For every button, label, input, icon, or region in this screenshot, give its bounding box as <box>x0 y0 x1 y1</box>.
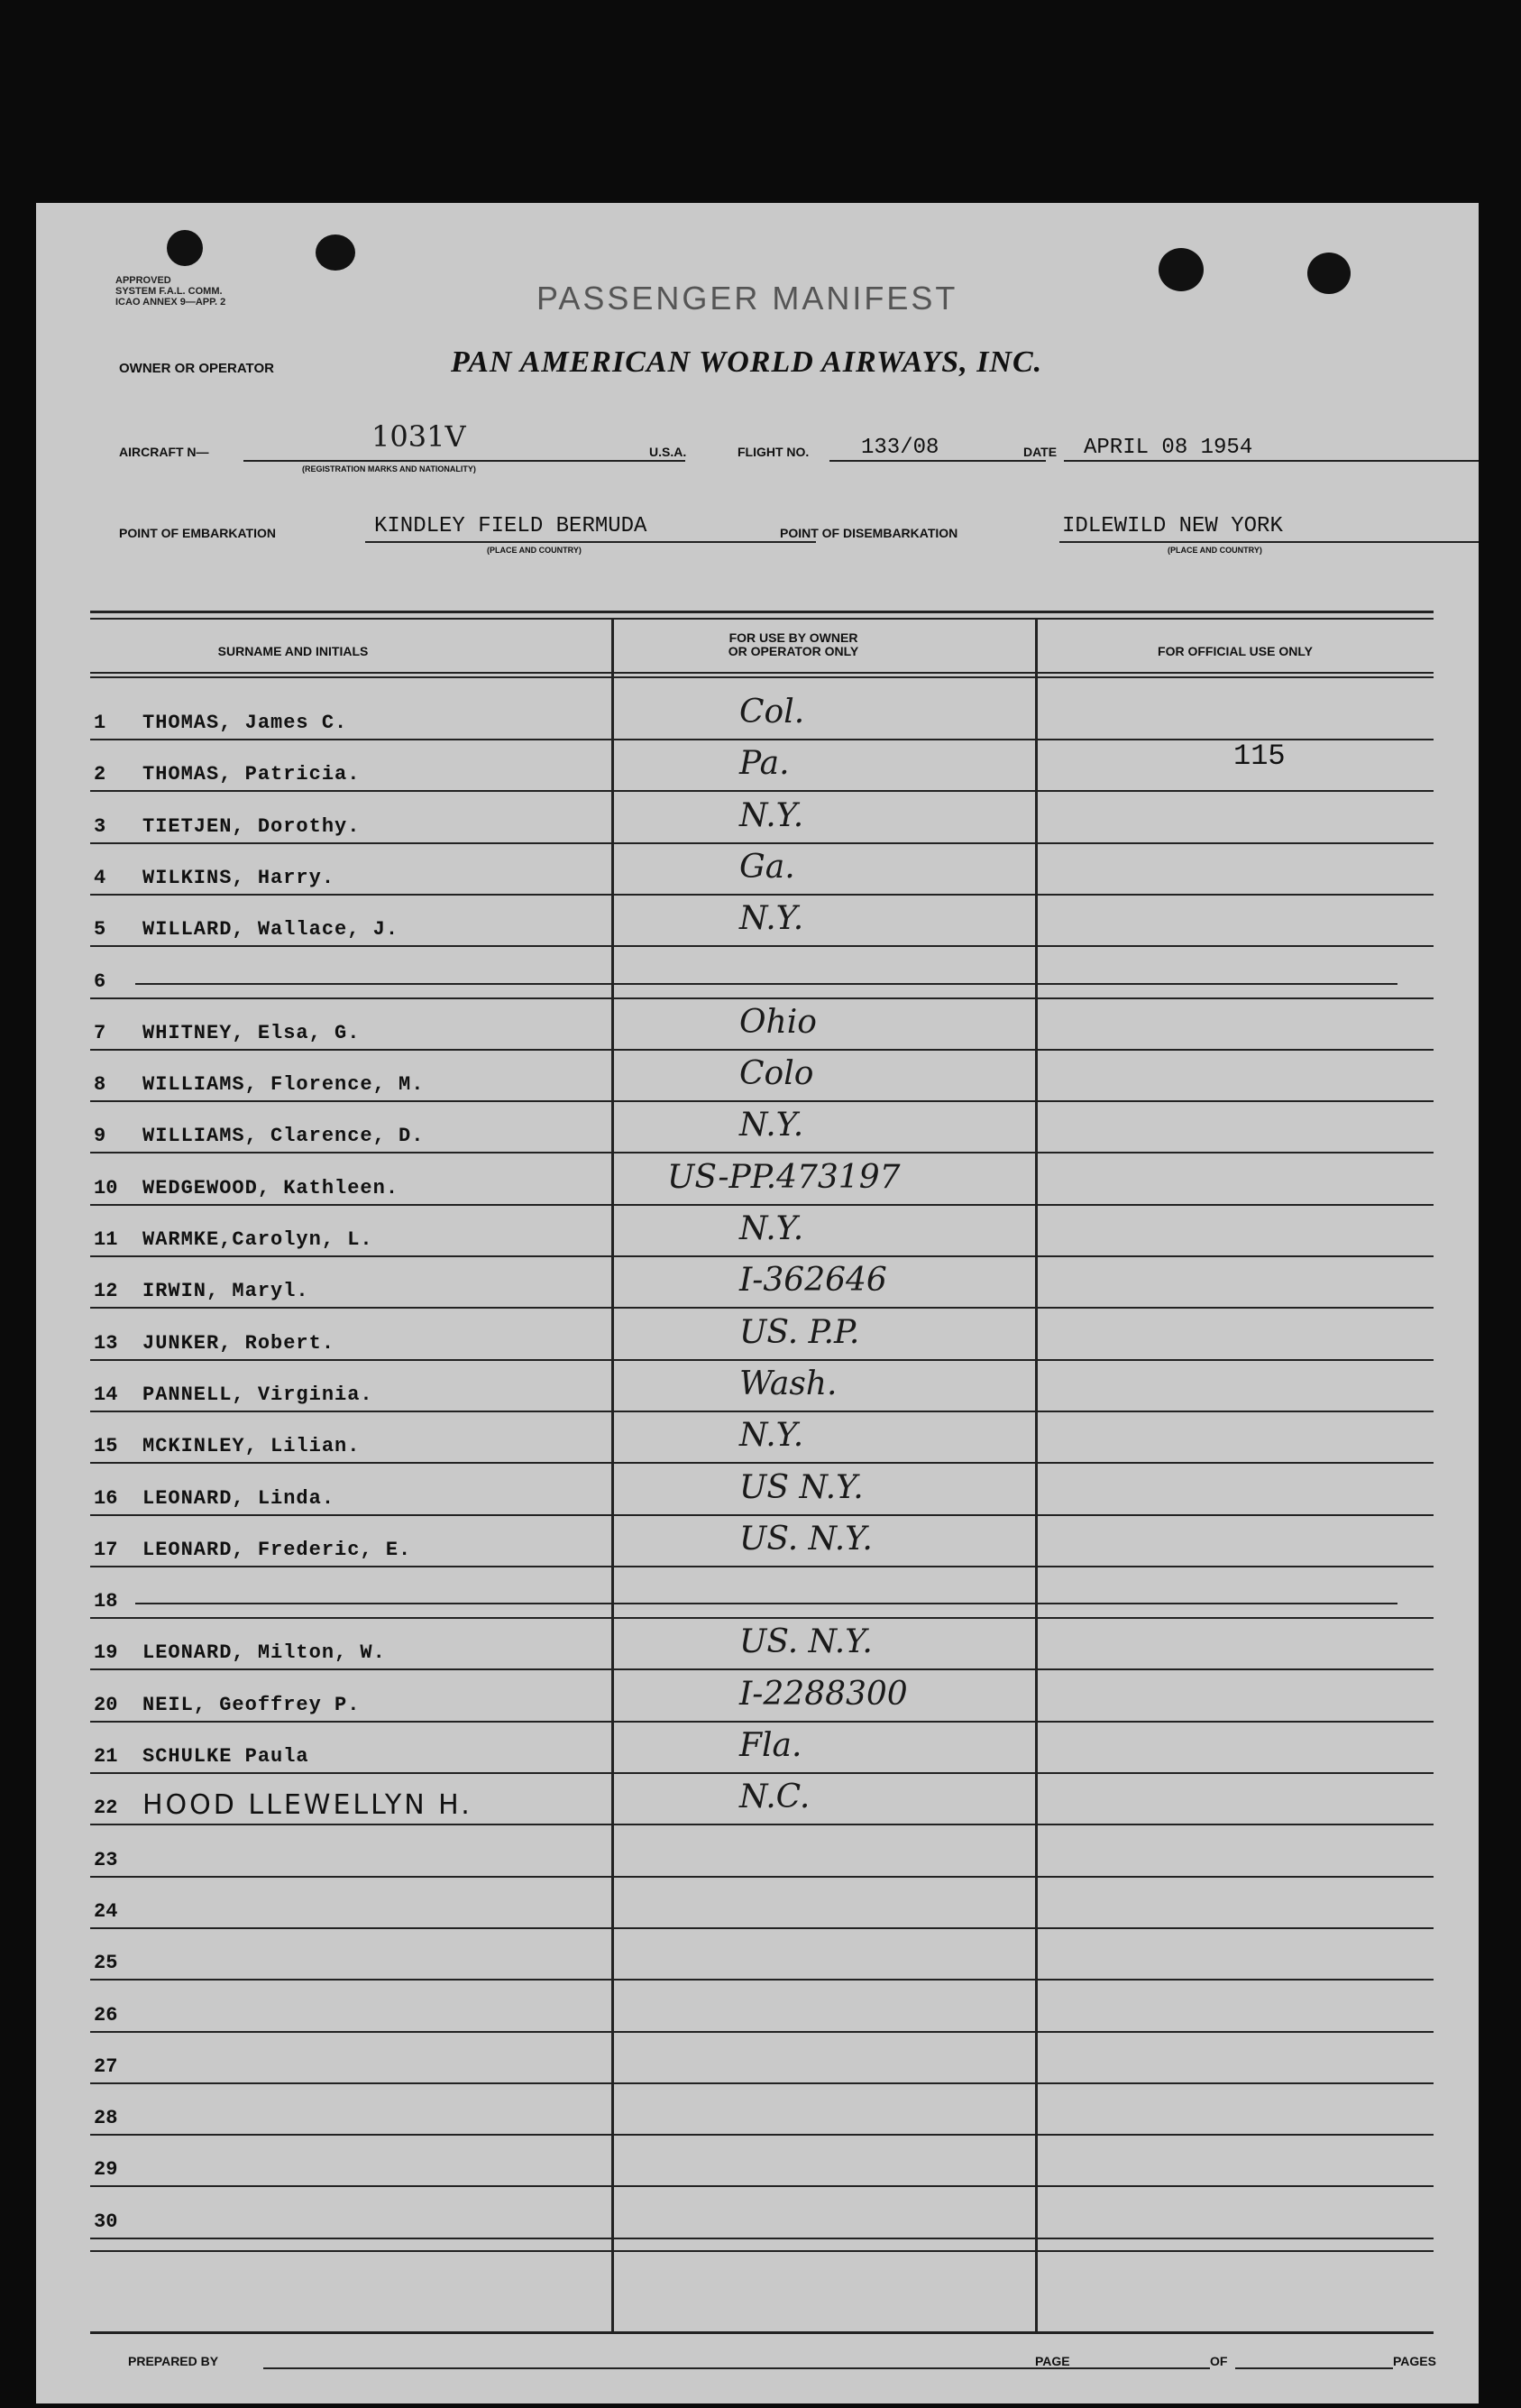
row-number: 11 <box>94 1228 118 1251</box>
row-line <box>90 1049 1434 1051</box>
row-line <box>90 945 1434 947</box>
row-number: 15 <box>94 1435 118 1458</box>
passenger-note: Colo <box>739 1055 814 1093</box>
punch-hole <box>1159 248 1204 291</box>
flight-label: FLIGHT NO. <box>738 445 810 459</box>
passenger-name: WILLARD, Wallace, J. <box>142 918 399 942</box>
approval-line: SYSTEM F.A.L. COMM. <box>115 286 223 297</box>
column-divider <box>611 618 614 2331</box>
row-number: 14 <box>94 1383 118 1406</box>
table-bottom-rule <box>90 2250 1434 2252</box>
row-line <box>90 1772 1434 1774</box>
passenger-note: N.Y. <box>739 1107 804 1144</box>
aircraft-value: 1031V <box>371 419 466 454</box>
approval-text <box>115 275 225 308</box>
passenger-note: US. N.Y. <box>739 1520 873 1558</box>
passenger-name: SCHULKE Paula <box>142 1745 309 1768</box>
row-number: 10 <box>94 1176 118 1199</box>
date-value: APRIL 08 1954 <box>1084 436 1253 460</box>
row-line <box>90 1668 1434 1670</box>
row-line <box>90 2082 1434 2084</box>
punch-hole <box>167 230 203 266</box>
approval-line: ICAO ANNEX 9—APP. 2 <box>115 297 226 308</box>
row-line <box>90 1617 1434 1619</box>
passenger-note: N.Y. <box>739 900 804 938</box>
usa-label: U.S.A. <box>649 445 687 459</box>
aircraft-label: AIRCRAFT N— <box>119 445 209 459</box>
of-line <box>1235 2367 1393 2369</box>
row-number: 17 <box>94 1538 118 1561</box>
row-line <box>90 739 1434 740</box>
row-line <box>90 1307 1434 1309</box>
form-title: PASSENGER MANIFEST <box>536 280 958 317</box>
passenger-name: WILLIAMS, Florence, M. <box>142 1073 425 1097</box>
table-top-rule <box>90 618 1434 620</box>
passenger-name: LEONARD, Linda. <box>142 1486 335 1510</box>
row-line <box>90 790 1434 792</box>
row-line <box>90 1204 1434 1206</box>
row-line <box>90 1152 1434 1153</box>
passenger-name: MCKINLEY, Lilian. <box>142 1435 361 1458</box>
row-line <box>90 1979 1434 1981</box>
passenger-note: US N.Y. <box>739 1468 864 1506</box>
row-number: 20 <box>94 1693 118 1716</box>
row-line <box>90 1411 1434 1412</box>
row-number: 21 <box>94 1745 118 1768</box>
passenger-name: TIETJEN, Dorothy. <box>142 814 361 838</box>
row-line <box>90 997 1434 999</box>
passenger-name: HOOD LLEWELLYN H. <box>142 1789 472 1822</box>
row-number: 23 <box>94 1848 118 1871</box>
table-header-rule <box>90 672 1434 674</box>
passenger-note: US. P.P. <box>739 1313 860 1351</box>
prepared-by-line <box>263 2367 1084 2369</box>
passenger-note: US. N.Y. <box>739 1623 873 1661</box>
passenger-note: N.Y. <box>739 1417 804 1455</box>
aircraft-sub: (REGISTRATION MARKS AND NATIONALITY) <box>302 464 476 473</box>
row-number: 16 <box>94 1486 118 1510</box>
passenger-note: I-362646 <box>739 1262 887 1300</box>
flight-value: 133/08 <box>861 436 939 460</box>
of-label: OF <box>1210 2354 1228 2368</box>
passenger-name: WEDGEWOOD, Kathleen. <box>142 1176 399 1199</box>
row-line <box>90 1721 1434 1723</box>
table-header-rule <box>90 676 1434 678</box>
passenger-name: WILLIAMS, Clarence, D. <box>142 1125 425 1148</box>
row-number: 26 <box>94 2003 118 2027</box>
row-line <box>90 1359 1434 1361</box>
passenger-name: PANNELL, Virginia. <box>142 1383 373 1406</box>
passenger-name: WILKINS, Harry. <box>142 866 335 889</box>
row-number: 1 <box>94 712 106 734</box>
passenger-note: N.Y. <box>739 1210 804 1247</box>
date-label: DATE <box>1023 445 1058 459</box>
row-number: 29 <box>94 2158 118 2182</box>
row-number: 27 <box>94 2054 118 2078</box>
passenger-name: THOMAS, Patricia. <box>142 763 361 786</box>
passenger-note: Col. <box>739 694 805 731</box>
row-number: 30 <box>94 2210 118 2233</box>
manifest-sheet <box>36 203 1479 2403</box>
punch-hole <box>316 234 355 271</box>
column-divider <box>1035 618 1038 2331</box>
embark-sub: (PLACE AND COUNTRY) <box>487 546 582 555</box>
approval-line: APPROVED <box>115 275 171 286</box>
row-line <box>90 2238 1434 2239</box>
row-strike-line <box>135 1603 1397 1604</box>
row-number: 3 <box>94 814 106 838</box>
row-line <box>90 1824 1434 1825</box>
passenger-name: WARMKE,Carolyn, L. <box>142 1228 373 1251</box>
row-number: 28 <box>94 2107 118 2130</box>
owner-label: OWNER OR OPERATOR <box>119 361 274 376</box>
row-number: 25 <box>94 1952 118 1975</box>
row-number: 4 <box>94 866 106 889</box>
row-line <box>90 1462 1434 1464</box>
col-header-surname: SURNAME AND INITIALS <box>217 644 369 658</box>
row-line <box>90 1927 1434 1929</box>
punch-hole <box>1307 253 1351 294</box>
embark-underline <box>365 541 816 543</box>
passenger-note: Fla. <box>739 1727 802 1764</box>
row-number: 5 <box>94 918 106 942</box>
owner-name: PAN AMERICAN WORLD AIRWAYS, INC. <box>451 345 1043 379</box>
row-line <box>90 2134 1434 2136</box>
disembark-underline <box>1059 541 1479 543</box>
passenger-note: I-2288300 <box>739 1675 908 1713</box>
table-bottom-rule <box>90 2331 1434 2334</box>
row-line <box>90 1100 1434 1102</box>
row-number: 22 <box>94 1797 118 1820</box>
embark-label: POINT OF EMBARKATION <box>119 526 276 540</box>
official-note: 115 <box>1233 740 1286 773</box>
row-line <box>90 842 1434 844</box>
row-number: 19 <box>94 1641 118 1665</box>
row-line <box>90 1566 1434 1567</box>
row-line <box>90 894 1434 896</box>
pages-label: PAGES <box>1393 2354 1436 2368</box>
passenger-note: Wash. <box>739 1365 838 1402</box>
table-top-rule <box>90 611 1434 613</box>
row-number: 18 <box>94 1590 118 1613</box>
row-line <box>90 2031 1434 2033</box>
row-number: 12 <box>94 1280 118 1303</box>
col-header-official: FOR OFFICIAL USE ONLY <box>1158 644 1313 658</box>
passenger-name: IRWIN, Maryl. <box>142 1280 309 1303</box>
row-number: 9 <box>94 1125 106 1148</box>
row-number: 13 <box>94 1331 118 1355</box>
row-strike-line <box>135 983 1397 985</box>
row-number: 8 <box>94 1073 106 1097</box>
passenger-name: WHITNEY, Elsa, G. <box>142 1021 361 1044</box>
disembark-value: IDLEWILD NEW YORK <box>1062 514 1283 538</box>
disembark-label: POINT OF DISEMBARKATION <box>780 526 958 540</box>
passenger-name: JUNKER, Robert. <box>142 1331 335 1355</box>
passenger-note: Ga. <box>739 848 795 886</box>
passenger-note: Pa. <box>739 745 790 783</box>
col-header-owner-use-line: OR OPERATOR ONLY <box>728 644 859 658</box>
prepared-by-label: PREPARED BY <box>128 2354 219 2368</box>
row-line <box>90 1255 1434 1257</box>
passenger-name: THOMAS, James C. <box>142 712 348 734</box>
row-line <box>90 1876 1434 1878</box>
row-number: 2 <box>94 763 106 786</box>
row-number: 6 <box>94 970 106 993</box>
passenger-name: NEIL, Geoffrey P. <box>142 1693 361 1716</box>
flight-underline <box>829 460 1046 462</box>
col-header-owner-use <box>676 631 911 658</box>
date-underline <box>1064 460 1479 462</box>
passenger-name: LEONARD, Milton, W. <box>142 1641 386 1665</box>
passenger-note: N.C. <box>739 1778 811 1816</box>
row-number: 24 <box>94 1899 118 1923</box>
page-line <box>1084 2367 1210 2369</box>
disembark-sub: (PLACE AND COUNTRY) <box>1168 546 1262 555</box>
passenger-note: N.Y. <box>739 796 804 834</box>
col-header-owner-use-line: FOR USE BY OWNER <box>728 630 858 645</box>
aircraft-underline <box>243 460 685 462</box>
row-number: 7 <box>94 1021 106 1044</box>
page-label: PAGE <box>1035 2354 1070 2368</box>
embark-value: KINDLEY FIELD BERMUDA <box>374 514 647 538</box>
row-line <box>90 1514 1434 1516</box>
passenger-note: Ohio <box>739 1003 817 1041</box>
passenger-name: LEONARD, Frederic, E. <box>142 1538 412 1561</box>
passenger-note: US-PP.473197 <box>667 1158 901 1196</box>
row-line <box>90 2185 1434 2187</box>
